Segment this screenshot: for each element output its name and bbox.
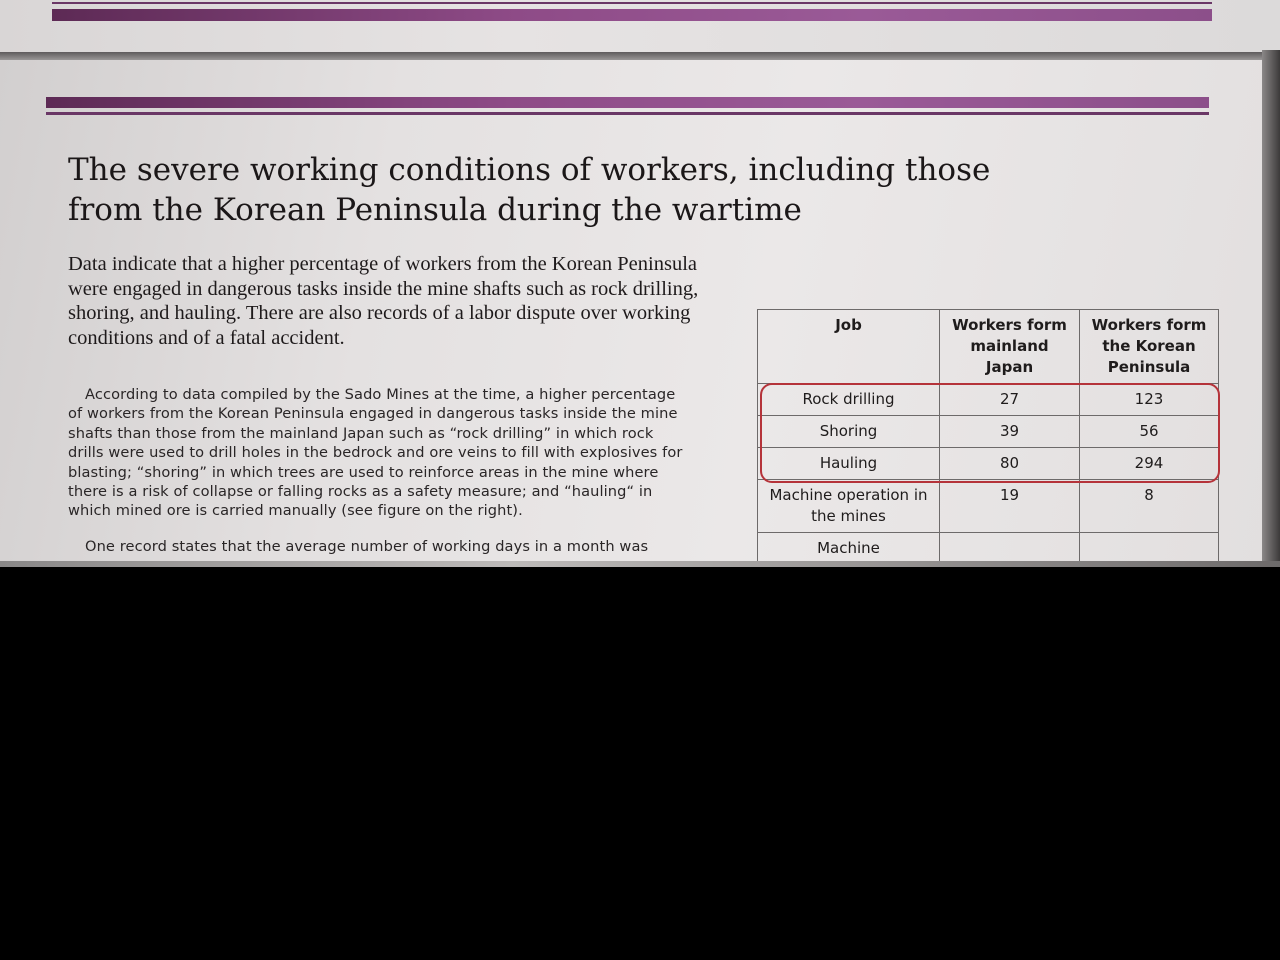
body-paragraph-2: One record states that the average number of working days in a month was xyxy=(85,538,649,555)
cell-korea: 123 xyxy=(1080,384,1219,416)
panel-edge xyxy=(1262,50,1280,562)
highlight-outline xyxy=(760,383,1220,483)
cell-japan: 27 xyxy=(940,384,1080,416)
cell-korea: 56 xyxy=(1080,416,1219,448)
top-stripe xyxy=(52,9,1212,21)
header-korea: Workers form the Korean Peninsula xyxy=(1080,310,1219,384)
table-row xyxy=(758,480,1219,533)
cell-job: Shoring xyxy=(758,416,940,448)
table-header-row xyxy=(758,310,1219,384)
cell-japan: 39 xyxy=(940,416,1080,448)
black-area xyxy=(0,567,1280,960)
cell-japan: 80 xyxy=(940,448,1080,480)
header-japan: Workers form mainland Japan xyxy=(940,310,1080,384)
top-thin-stripe xyxy=(52,2,1212,4)
header-job: Job xyxy=(758,310,940,384)
cell-korea: 8 xyxy=(1080,480,1219,533)
cell-job: Hauling xyxy=(758,448,940,480)
cell-job: Machine xyxy=(758,533,940,565)
lead-paragraph: Data indicate that a higher percentage of workers from the Korean Peninsula were engaged in dangerous tasks inside the mine shafts such as rock drilling, shoring, and hauling. There are also records of a labor dispute over working conditions and of a fatal accident. xyxy=(68,253,699,349)
cell-korea: 294 xyxy=(1080,448,1219,480)
cell-korea xyxy=(1080,533,1219,565)
header-thin-stripe xyxy=(46,112,1209,115)
body-paragraph: According to data compiled by the Sado Mines at the time, a higher percentage of workers from the Korean Peninsula engaged in dangerous tasks inside the mine shafts than those from the mainland Japan such as “rock drilling” in which rock drills were used to drill holes in the bedrock and ore veins to fill with explosives for blasting; “shoring” in which trees are used to reinforce areas in the mine where there is a risk of collapse or falling rocks as a safety measure; and “hauling“ in which mined ore is carried manually (see figure on the right). xyxy=(68,386,683,520)
cell-japan xyxy=(940,533,1080,565)
table-row xyxy=(758,533,1219,565)
page-title: The severe working conditions of workers, including those from the Korean Peninsula during the wartime xyxy=(68,152,991,228)
cell-job: Machine operation in the mines xyxy=(758,480,940,533)
cell-japan: 19 xyxy=(940,480,1080,533)
header-stripe xyxy=(46,97,1209,108)
cell-job: Rock drilling xyxy=(758,384,940,416)
